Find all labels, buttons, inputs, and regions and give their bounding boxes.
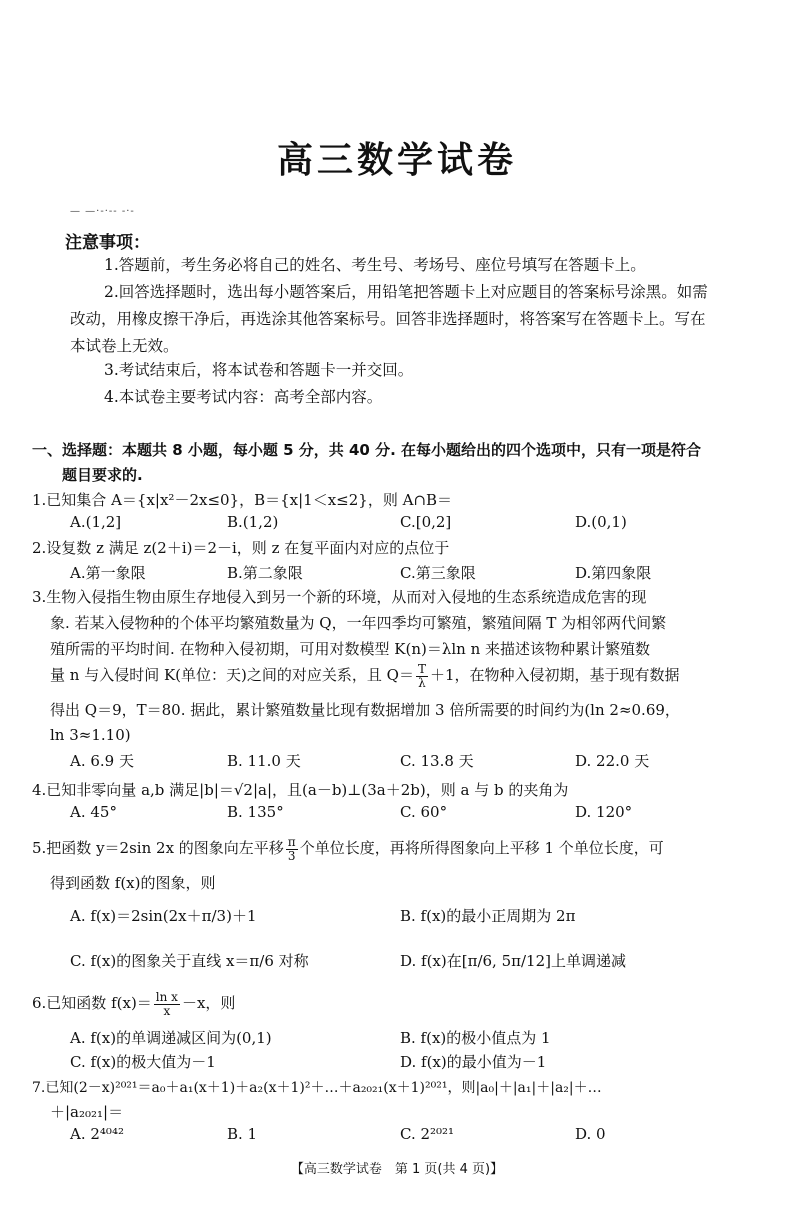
q6-option-a: A. f(x)的单调递减区间为(0,1) [70, 1029, 272, 1047]
q6-frac-den: x [163, 1003, 171, 1018]
question-2-options [70, 562, 750, 586]
q4-option-b: B. 135° [227, 803, 284, 821]
q7-option-d: D. 0 [575, 1125, 606, 1143]
q6-fraction [154, 991, 180, 1018]
question-3-options [70, 750, 750, 774]
q5-fraction [286, 836, 298, 863]
question-5-line2: 得到函数 f(x)的图象，则 [50, 874, 216, 892]
question-1-options [70, 513, 750, 537]
decorative-marks: — —·-·-- -·- [70, 206, 135, 217]
page-footer: 【高三数学试卷 第 1 页(共 4 页)】 [290, 1162, 504, 1177]
q4-option-c: C. 60° [400, 803, 448, 821]
question-2-stem: 2.设复数 z 满足 z(2＋i)＝2－i，则 z 在复平面内对应的点位于 [32, 539, 450, 557]
q3-frac-num: T [417, 661, 426, 676]
question-7-options [70, 1125, 750, 1149]
q7-option-b: B. 1 [227, 1125, 258, 1143]
section-heading-line1: 一、选择题：本题共 8 小题，每小题 5 分，共 40 分. 在每小题给出的四个选项中，只有一项是符合 [32, 441, 702, 459]
q1-option-a: A.(1,2] [70, 513, 122, 531]
question-3-line2: 象. 若某入侵物种的个体平均繁殖数量为 Q，一年四季均可繁殖，繁殖间隔 T 为相邻两代间繁 [50, 614, 667, 632]
question-3-line5: 得出 Q＝9，T＝80. 据此，累计繁殖数量比现有数据增加 3 倍所需要的时间约为(ln 2≈0.69， [50, 701, 680, 719]
notice-item-4: 4.本试卷主要考试内容：高考全部内容。 [104, 388, 383, 406]
q5-option-c: C. f(x)的图象关于直线 x＝π/6 对称 [70, 952, 309, 970]
q7-option-a: A. 2⁴⁰⁴² [70, 1125, 124, 1143]
q6-stem-part2: －x，则 [181, 994, 236, 1012]
question-7-line2: ＋|a₂₀₂₁|＝ [50, 1103, 124, 1121]
q1-option-b: B.(1,2) [227, 513, 279, 531]
q3-line4-part2: ＋1，在物种入侵初期，基于现有数据 [429, 666, 680, 684]
notice-title: 注意事项： [65, 233, 150, 253]
q6-option-b: B. f(x)的极小值点为 1 [400, 1029, 551, 1047]
q3-option-c: C. 13.8 天 [400, 752, 474, 770]
q5-option-d: D. f(x)在[π/6, 5π/12]上单调递减 [400, 952, 626, 970]
question-6-stem [32, 990, 752, 1018]
q1-option-d: D.(0,1) [575, 513, 627, 531]
question-1-stem: 1.已知集合 A＝{x|x²－2x≤0}，B＝{x|1＜x≤2}，则 A∩B＝ [32, 491, 453, 509]
q2-option-c: C.第三象限 [400, 564, 476, 582]
q4-option-a: A. 45° [70, 803, 117, 821]
q3-fraction [416, 663, 428, 690]
q6-option-c: C. f(x)的极大值为－1 [70, 1053, 216, 1071]
q5-line1-part1: 5.把函数 y＝2sin 2x 的图象向左平移 [32, 839, 284, 857]
q3-line4-part1: 量 n 与入侵时间 K(单位：天)之间的对应关系，且 Q＝ [50, 666, 414, 684]
q2-option-d: D.第四象限 [575, 564, 652, 582]
q1-option-c: C.[0,2] [400, 513, 452, 531]
notice-item-1: 1.答题前，考生务必将自己的姓名、考生号、考场号、座位号填写在答题卡上。 [104, 256, 646, 274]
section-heading [32, 438, 752, 488]
q4-option-d: D. 120° [575, 803, 633, 821]
q5-frac-den: 3 [287, 848, 296, 863]
q3-option-d: D. 22.0 天 [575, 752, 650, 770]
q3-option-b: B. 11.0 天 [227, 752, 301, 770]
q7-option-c: C. 2²⁰²¹ [400, 1125, 455, 1143]
q5-option-b: B. f(x)的最小正周期为 2π [400, 907, 576, 925]
question-3-line4 [32, 662, 752, 690]
q2-option-a: A.第一象限 [70, 564, 146, 582]
question-4-stem: 4.已知非零向量 a,b 满足|b|＝√2|a|，且(a－b)⊥(3a＋2b)，则 a 与 b 的夹角为 [32, 781, 569, 799]
question-4-options [70, 803, 750, 827]
q3-option-a: A. 6.9 天 [70, 752, 134, 770]
q5-frac-num: π [287, 834, 296, 849]
question-3-line1: 3.生物入侵指生物由原生存地侵入到另一个新的环境，从而对入侵地的生态系统造成危害的现 [32, 588, 647, 606]
page-title: 高三数学试卷 [276, 140, 517, 181]
question-3-line3: 殖所需的平均时间. 在物种入侵初期，可用对数模型 K(n)＝λln n 来描述该物种累计繁殖数 [50, 640, 651, 658]
q5-line1-part2: 个单位长度，再将所得图象向上平移 1 个单位长度，可 [299, 839, 664, 857]
q6-stem-part1: 6.已知函数 f(x)＝ [32, 994, 152, 1012]
q6-frac-num: ln x [155, 989, 178, 1004]
section-heading-line2: 题目要求的. [62, 466, 143, 484]
q3-frac-den: λ [418, 675, 426, 690]
question-5-line1 [32, 835, 752, 863]
q6-option-d: D. f(x)的最小值为－1 [400, 1053, 547, 1071]
notice-item-2: 2.回答选择题时，选出每小题答案后，用铅笔把答题卡上对应题目的答案标号涂黑。如需改动，用橡皮擦干净后，再选涂其他答案标号。回答非选择题时，将答案写在答题卡上。写在本试卷上无效。 [70, 283, 708, 355]
q5-option-a: A. f(x)＝2sin(2x＋π/3)＋1 [70, 907, 257, 925]
question-3-line6: ln 3≈1.10) [50, 726, 131, 744]
notice-item-3: 3.考试结束后，将本试卷和答题卡一并交回。 [104, 361, 414, 379]
question-7-line1: 7.已知(2－x)²⁰²¹＝a₀＋a₁(x＋1)＋a₂(x＋1)²＋…＋a₂₀₂₁(x＋1)²⁰²¹，则|a₀|＋|a₁|＋|a₂|＋… [32, 1080, 602, 1096]
q2-option-b: B.第二象限 [227, 564, 303, 582]
